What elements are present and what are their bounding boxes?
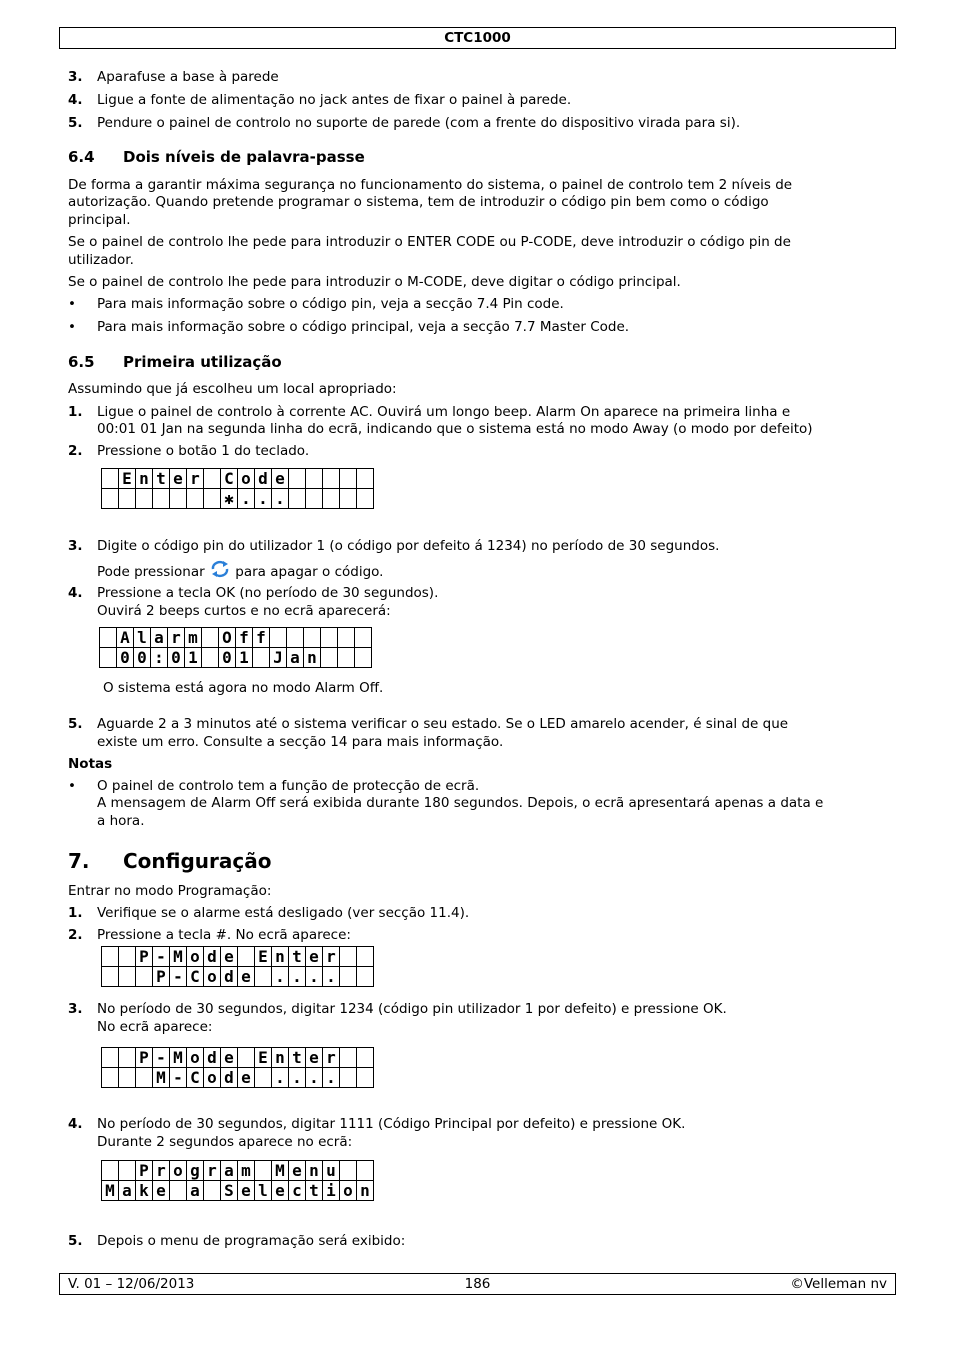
- bullet-text: Para mais informação sobre o código pin, veja a secção 7.4 Pin code.: [97, 296, 564, 312]
- step-number: 5.: [68, 115, 83, 131]
- lcd-cell: d: [255, 469, 272, 489]
- lcd-cell: k: [136, 1181, 153, 1201]
- lcd-cell: [340, 1068, 357, 1088]
- lcd-cell: S: [221, 1181, 238, 1201]
- step-number: 1.: [68, 905, 83, 921]
- lcd-cell: 0: [117, 648, 134, 668]
- lcd-cell: [357, 967, 374, 987]
- lcd-cell: [102, 947, 119, 967]
- lcd-cell: d: [204, 1048, 221, 1068]
- lcd-cell: O: [219, 628, 236, 648]
- lcd-cell: E: [255, 1048, 272, 1068]
- lcd-cell: E: [255, 947, 272, 967]
- lcd-cell: [100, 628, 117, 648]
- step-number: 4.: [68, 585, 83, 601]
- lcd-cell: C: [187, 967, 204, 987]
- lcd-cell: c: [289, 1181, 306, 1201]
- lcd-cell: 0: [168, 648, 185, 668]
- step-text: Pressione a tecla #. No ecrã aparece:: [97, 927, 351, 943]
- lcd-cell: [100, 648, 117, 668]
- note-text: O painel de controlo tem a função de protecção de ecrã.: [97, 778, 480, 794]
- lcd-cell: .: [272, 1068, 289, 1088]
- page-header: [59, 27, 896, 49]
- lcd-cell: [202, 628, 219, 648]
- lcd-cell: C: [187, 1068, 204, 1088]
- lcd-cell: C: [221, 469, 238, 489]
- lcd-cell: -: [170, 1068, 187, 1088]
- lcd-cell: [338, 648, 355, 668]
- lcd-cell: [357, 1068, 374, 1088]
- lcd-cell: .: [272, 489, 289, 509]
- lcd-cell: [204, 1181, 221, 1201]
- lcd-row: [102, 1161, 374, 1181]
- lcd-cell: t: [153, 469, 170, 489]
- lcd-cell: ✱: [221, 489, 238, 509]
- lcd-cell: J: [270, 648, 287, 668]
- lcd-row: [102, 1048, 374, 1068]
- lcd-cell: n: [357, 1181, 374, 1201]
- lcd-cell: [340, 1048, 357, 1068]
- lcd-cell: [289, 469, 306, 489]
- lcd-cell: d: [204, 947, 221, 967]
- lcd-cell: e: [238, 1181, 255, 1201]
- lcd-cell: 0: [219, 648, 236, 668]
- lcd-display: [101, 946, 374, 987]
- lcd-cell: n: [306, 1161, 323, 1181]
- section-title: Dois níveis de palavra-passe: [123, 148, 365, 166]
- lcd-cell: m: [238, 1161, 255, 1181]
- lcd-cell: [136, 1068, 153, 1088]
- note-text: A mensagem de Alarm Off será exibida durante 180 segundos. Depois, o ecrã apresentará apenas a data e: [97, 795, 824, 811]
- lcd-cell: e: [170, 469, 187, 489]
- note-text: a hora.: [97, 813, 145, 829]
- lcd-cell: l: [255, 1181, 272, 1201]
- step-text: Ligue a fonte de alimentação no jack antes de fixar o painel à parede.: [97, 92, 572, 108]
- step-number: 3.: [68, 1001, 83, 1017]
- lcd-cell: .: [238, 489, 255, 509]
- lcd-cell: .: [289, 967, 306, 987]
- section-title: Primeira utilização: [123, 353, 282, 371]
- lcd-cell: [119, 1068, 136, 1088]
- lcd-cell: [153, 489, 170, 509]
- step-text: existe um erro. Consulte a secção 14 para mais informação.: [97, 734, 504, 750]
- lcd-cell: n: [136, 469, 153, 489]
- lcd-cell: [119, 1161, 136, 1181]
- lcd-cell: e: [153, 1181, 170, 1201]
- lcd-cell: e: [238, 967, 255, 987]
- lcd-cell: [238, 947, 255, 967]
- bullet-text: Para mais informação sobre o código principal, veja a secção 7.7 Master Code.: [97, 319, 630, 335]
- lcd-row: [100, 648, 372, 668]
- step-number: 2.: [68, 443, 83, 459]
- lcd-cell: :: [151, 648, 168, 668]
- lcd-cell: [340, 947, 357, 967]
- step-text: Aguarde 2 a 3 minutos até o sistema verificar o seu estado. Se o LED amarelo acender, é sinal de que: [97, 716, 789, 732]
- chapter-number: 7.: [68, 849, 90, 873]
- step-text: para apagar o código.: [235, 564, 384, 580]
- lcd-cell: [102, 1048, 119, 1068]
- lcd-cell: e: [238, 1068, 255, 1088]
- lcd-cell: [340, 469, 357, 489]
- step-text: Pressione a tecla OK (no período de 30 segundos).: [97, 585, 439, 601]
- lcd-cell: [238, 1048, 255, 1068]
- lcd-cell: .: [306, 1068, 323, 1088]
- lcd-row: [102, 1181, 374, 1201]
- lcd-cell: d: [221, 967, 238, 987]
- lcd-cell: [306, 489, 323, 509]
- lcd-cell: [355, 628, 372, 648]
- step-text: Durante 2 segundos aparece no ecrã:: [97, 1134, 353, 1150]
- lcd-cell: e: [272, 1181, 289, 1201]
- lcd-cell: n: [304, 648, 321, 668]
- lcd-cell: -: [153, 947, 170, 967]
- paragraph-line: Entrar no modo Programação:: [68, 883, 272, 899]
- lcd-cell: t: [306, 1181, 323, 1201]
- step-number: 5.: [68, 716, 83, 732]
- lcd-display: [101, 468, 374, 509]
- lcd-cell: t: [289, 947, 306, 967]
- paragraph-line: Se o painel de controlo lhe pede para introduzir o M-CODE, deve digitar o código principal.: [68, 274, 681, 290]
- lcd-row: [102, 947, 374, 967]
- lcd-cell: [338, 628, 355, 648]
- lcd-cell: [357, 489, 374, 509]
- lcd-cell: o: [187, 1048, 204, 1068]
- lcd-cell: P: [153, 967, 170, 987]
- lcd-cell: r: [168, 628, 185, 648]
- chapter-title: Configuração: [123, 849, 272, 873]
- lcd-cell: [102, 469, 119, 489]
- step-number: 1.: [68, 404, 83, 420]
- lcd-cell: .: [289, 1068, 306, 1088]
- lcd-cell: .: [255, 489, 272, 509]
- lcd-cell: l: [134, 628, 151, 648]
- lcd-cell: [102, 489, 119, 509]
- lcd-row: [102, 967, 374, 987]
- lcd-cell: r: [323, 947, 340, 967]
- lcd-cell: o: [238, 469, 255, 489]
- lcd-cell: [119, 1048, 136, 1068]
- lcd-cell: [136, 967, 153, 987]
- lcd-cell: n: [272, 1048, 289, 1068]
- paragraph-line: principal.: [68, 212, 131, 228]
- step-number: 4.: [68, 92, 83, 108]
- lcd-cell: [102, 1068, 119, 1088]
- bullet-icon: •: [68, 319, 76, 335]
- lcd-cell: r: [204, 1161, 221, 1181]
- lcd-cell: r: [323, 1048, 340, 1068]
- lcd-cell: [170, 489, 187, 509]
- state-text: O sistema está agora no modo Alarm Off.: [103, 680, 384, 696]
- lcd-cell: a: [151, 628, 168, 648]
- page-footer: [59, 1273, 896, 1295]
- step-text-line: [97, 560, 383, 580]
- lcd-row: [100, 628, 372, 648]
- step-text: Pressione o botão 1 do teclado.: [97, 443, 310, 459]
- step-text: Pendure o painel de controlo no suporte de parede (com a frente do dispositivo virada para si).: [97, 115, 741, 131]
- lcd-cell: [321, 648, 338, 668]
- page-number: 186: [464, 1276, 491, 1292]
- lcd-cell: [255, 967, 272, 987]
- lcd-cell: [304, 628, 321, 648]
- notes-label: Notas: [68, 756, 113, 772]
- lcd-cell: e: [306, 1048, 323, 1068]
- step-number: 2.: [68, 927, 83, 943]
- step-text: Verifique se o alarme está desligado (ver secção 11.4).: [97, 905, 470, 921]
- step-text: Depois o menu de programação será exibido:: [97, 1233, 406, 1249]
- lcd-cell: f: [253, 628, 270, 648]
- lcd-cell: e: [306, 947, 323, 967]
- step-number: 5.: [68, 1233, 83, 1249]
- lcd-cell: M: [170, 1048, 187, 1068]
- bullet-icon: •: [68, 296, 76, 312]
- lcd-cell: e: [221, 947, 238, 967]
- step-text: Digite o código pin do utilizador 1 (o código por defeito á 1234) no período de 30 segundos.: [97, 538, 720, 554]
- lcd-cell: [187, 489, 204, 509]
- lcd-cell: [202, 648, 219, 668]
- lcd-row: [102, 1068, 374, 1088]
- lcd-cell: P: [136, 947, 153, 967]
- lcd-cell: e: [289, 1161, 306, 1181]
- lcd-cell: A: [117, 628, 134, 648]
- lcd-cell: [289, 489, 306, 509]
- lcd-cell: -: [170, 967, 187, 987]
- lcd-cell: .: [323, 967, 340, 987]
- lcd-cell: a: [287, 648, 304, 668]
- lcd-cell: [204, 489, 221, 509]
- lcd-cell: a: [187, 1181, 204, 1201]
- step-text: Aparafuse a base à parede: [97, 69, 279, 85]
- lcd-cell: [204, 469, 221, 489]
- lcd-row: [102, 489, 374, 509]
- lcd-cell: M: [153, 1068, 170, 1088]
- lcd-cell: g: [187, 1161, 204, 1181]
- paragraph-line: Assumindo que já escolheu um local apropriado:: [68, 381, 397, 397]
- section-number: 6.5: [68, 353, 95, 371]
- refresh-icon: [209, 560, 231, 576]
- lcd-cell: .: [272, 967, 289, 987]
- lcd-cell: r: [187, 469, 204, 489]
- lcd-cell: 0: [134, 648, 151, 668]
- lcd-cell: [323, 489, 340, 509]
- lcd-cell: 1: [185, 648, 202, 668]
- lcd-cell: [323, 469, 340, 489]
- lcd-cell: P: [136, 1048, 153, 1068]
- lcd-cell: d: [221, 1068, 238, 1088]
- lcd-cell: [321, 628, 338, 648]
- lcd-cell: a: [119, 1181, 136, 1201]
- footer-version: V. 01 – 12/06/2013: [68, 1276, 195, 1292]
- lcd-cell: [119, 967, 136, 987]
- step-text: Pode pressionar: [97, 564, 205, 580]
- lcd-cell: [357, 469, 374, 489]
- lcd-cell: [253, 648, 270, 668]
- lcd-display: [99, 627, 372, 668]
- lcd-cell: o: [170, 1161, 187, 1181]
- lcd-cell: [255, 1161, 272, 1181]
- lcd-cell: [287, 628, 304, 648]
- step-text: 00:01 01 Jan na segunda linha do ecrã, indicando que o sistema está no modo Away (o modo por defeito): [97, 421, 813, 437]
- header-title: CTC1000: [444, 30, 511, 46]
- lcd-cell: .: [306, 967, 323, 987]
- lcd-cell: -: [153, 1048, 170, 1068]
- step-text: No período de 30 segundos, digitar 1234 (código pin utilizador 1 por defeito) e pressione OK.: [97, 1001, 727, 1017]
- lcd-cell: r: [153, 1161, 170, 1181]
- lcd-cell: o: [187, 947, 204, 967]
- lcd-cell: e: [272, 469, 289, 489]
- step-number: 4.: [68, 1116, 83, 1132]
- lcd-cell: [170, 1181, 187, 1201]
- lcd-display: [101, 1047, 374, 1088]
- lcd-row: [102, 469, 374, 489]
- paragraph-line: autorização. Quando pretende programar o sistema, tem de introduzir o código pin bem como o código: [68, 194, 769, 210]
- step-number: 3.: [68, 538, 83, 554]
- lcd-cell: n: [272, 947, 289, 967]
- paragraph-line: De forma a garantir máxima segurança no funcionamento do sistema, o painel de controlo tem 2 níveis de: [68, 177, 793, 193]
- lcd-cell: [306, 469, 323, 489]
- lcd-display: [101, 1160, 374, 1201]
- step-number: 3.: [68, 69, 83, 85]
- lcd-cell: M: [102, 1181, 119, 1201]
- paragraph-line: Se o painel de controlo lhe pede para introduzir o ENTER CODE ou P-CODE, deve introduzir o código pin de: [68, 234, 791, 250]
- lcd-cell: [357, 1048, 374, 1068]
- lcd-cell: [357, 1161, 374, 1181]
- lcd-cell: .: [323, 1068, 340, 1088]
- lcd-cell: m: [185, 628, 202, 648]
- section-number: 6.4: [68, 148, 95, 166]
- lcd-cell: [119, 489, 136, 509]
- step-text: Ligue o painel de controlo à corrente AC. Ouvirá um longo beep. Alarm On aparece na primeira linha e: [97, 404, 791, 420]
- lcd-cell: [340, 489, 357, 509]
- lcd-cell: [102, 1161, 119, 1181]
- lcd-cell: o: [340, 1181, 357, 1201]
- lcd-cell: [340, 1161, 357, 1181]
- lcd-cell: t: [289, 1048, 306, 1068]
- lcd-cell: E: [119, 469, 136, 489]
- lcd-cell: [255, 1068, 272, 1088]
- step-text: No período de 30 segundos, digitar 1111 (Código Principal por defeito) e pressione OK.: [97, 1116, 686, 1132]
- step-text: Ouvirá 2 beeps curtos e no ecrã aparecerá:: [97, 603, 391, 619]
- lcd-cell: [357, 947, 374, 967]
- lcd-cell: [270, 628, 287, 648]
- lcd-cell: [136, 489, 153, 509]
- lcd-cell: o: [204, 1068, 221, 1088]
- lcd-cell: a: [221, 1161, 238, 1181]
- lcd-cell: [355, 648, 372, 668]
- lcd-cell: u: [323, 1161, 340, 1181]
- lcd-cell: M: [170, 947, 187, 967]
- bullet-icon: •: [68, 778, 76, 794]
- lcd-cell: o: [204, 967, 221, 987]
- lcd-cell: [119, 947, 136, 967]
- lcd-cell: e: [221, 1048, 238, 1068]
- paragraph-line: utilizador.: [68, 252, 134, 268]
- lcd-cell: P: [136, 1161, 153, 1181]
- lcd-cell: [340, 967, 357, 987]
- lcd-cell: i: [323, 1181, 340, 1201]
- step-text: No ecrã aparece:: [97, 1019, 213, 1035]
- footer-copyright: ©Velleman nv: [790, 1276, 887, 1292]
- lcd-cell: 1: [236, 648, 253, 668]
- lcd-cell: [102, 967, 119, 987]
- lcd-cell: f: [236, 628, 253, 648]
- lcd-cell: M: [272, 1161, 289, 1181]
